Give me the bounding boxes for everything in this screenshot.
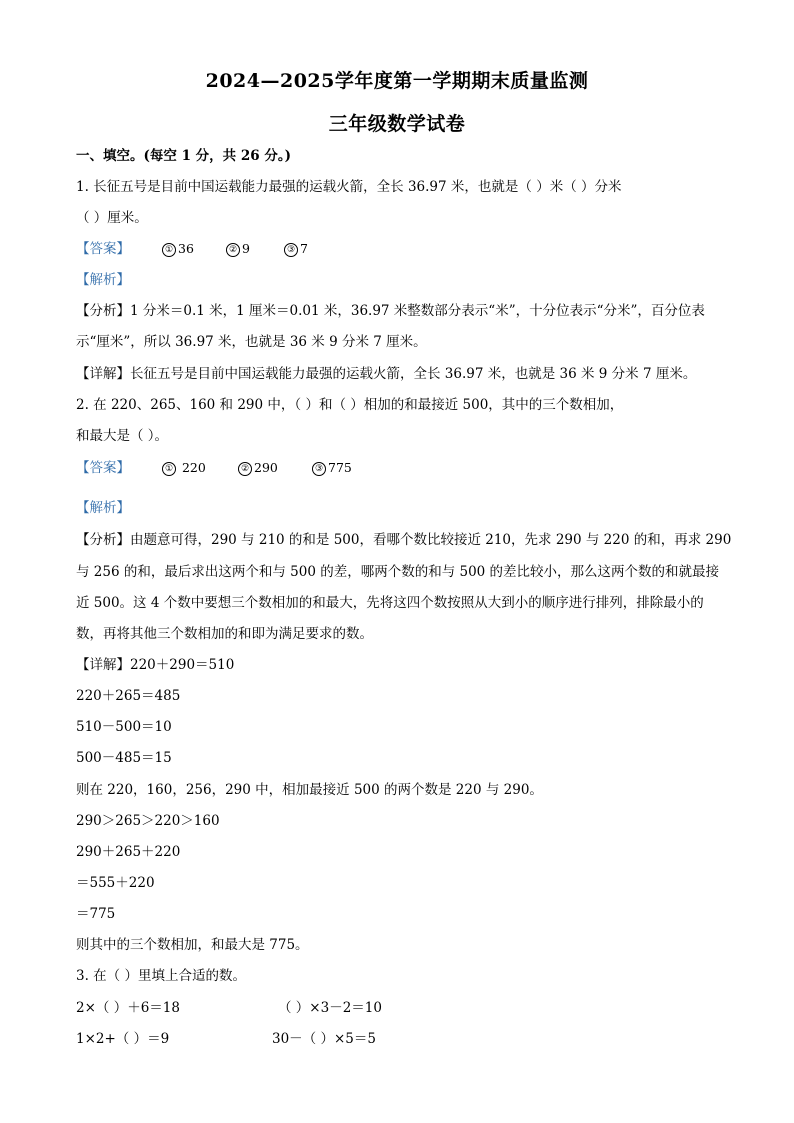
q2-text-line2: 和最大是（ ）。 — [76, 428, 169, 444]
q2-answer-1: ① 220 — [162, 458, 206, 478]
q2-step-1: 220＋265＝485 — [76, 688, 181, 704]
q2-fenxi-line4: 数，再将其他三个数相加的和即为满足要求的数。 — [76, 626, 373, 642]
q2-fenxi-line3: 近 500。这 4 个数中要想三个数相加的和最大，先将这四个数按照从大到小的顺序进行排列，排除最小的 — [76, 595, 704, 611]
q2-step-9: 则其中的三个数相加，和最大是 775。 — [76, 937, 309, 953]
section-heading: 一、填空。(每空 1 分，共 26 分。) — [76, 148, 292, 164]
q1-text-line2: （ ）厘米。 — [76, 210, 148, 226]
q2-text-line1: 2. 在 220、265、160 和 290 中，（ ）和（ ）相加的和最接近 500，其中的三个数相加， — [76, 397, 624, 413]
q2-step-6: 290＋265＋220 — [76, 844, 181, 860]
q1-analysis-tag: 【解析】 — [76, 272, 130, 288]
circled-number-3: ③ — [284, 243, 298, 257]
q2-fenxi-line2: 与 256 的和，最后求出这两个和与 500 的差，哪两个数的和与 500 的差比较小，那么这两个数的和就最接 — [76, 564, 720, 580]
q3-item-1: 2×（ ）＋6＝18 — [76, 1000, 180, 1016]
q1-xiangjie: 【详解】长征五号是目前中国运载能力最强的运载火箭，全长 36.97 米，也就是 36 米 9 分米 7 厘米。 — [76, 366, 697, 382]
q2-step-7: ＝555＋220 — [76, 875, 155, 891]
q1-answer-tag: 【答案】 — [76, 241, 130, 257]
exam-subtitle: 三年级数学试卷 — [328, 113, 466, 135]
q1-answer-3: ③ 7 — [284, 239, 308, 259]
q2-answer-3: ③ 775 — [312, 458, 352, 478]
circled-number-2: ② — [226, 243, 240, 257]
q2-step-4: 则在 220，160，256，290 中，相加最接近 500 的两个数是 220 与 290。 — [76, 782, 543, 798]
q3-item-2: （ ）×3－2＝10 — [278, 1000, 382, 1016]
q2-xiangjie: 【详解】220＋290＝510 — [76, 657, 235, 673]
q1-fenxi-line2: 示“厘米”，所以 36.97 米，也就是 36 米 9 分米 7 厘米。 — [76, 334, 427, 350]
circled-number-1: ① — [162, 243, 176, 257]
q3-item-4: 30－（ ）×5＝5 — [272, 1031, 376, 1047]
q3-item-3: 1×2+（ ）＝9 — [76, 1031, 170, 1047]
q1-answer-1: ① 36 — [162, 239, 194, 259]
circled-number-2: ② — [238, 462, 252, 476]
q2-step-3: 500－485＝15 — [76, 750, 172, 766]
q2-step-5: 290＞265＞220＞160 — [76, 813, 220, 829]
circled-number-3: ③ — [312, 462, 326, 476]
q2-analysis-tag: 【解析】 — [76, 500, 130, 516]
q1-fenxi-line1: 【分析】1 分米＝0.1 米，1 厘米＝0.01 米，36.97 米整数部分表示“米”，十分位表示“分米”，百分位表 — [76, 303, 705, 319]
q2-step-2: 510－500＝10 — [76, 719, 172, 735]
q2-step-8: ＝775 — [76, 906, 116, 922]
q2-answer-tag: 【答案】 — [76, 460, 130, 476]
q2-fenxi-line1: 【分析】由题意可得，290 与 210 的和是 500，看哪个数比较接近 210，先求 290 与 220 的和，再求 290 — [76, 532, 732, 548]
q1-text-line1: 1. 长征五号是目前中国运载能力最强的运载火箭，全长 36.97 米，也就是（ ）米（ ）分米 — [76, 179, 622, 195]
q1-answer-2: ② 9 — [226, 239, 250, 259]
circled-number-1: ① — [162, 462, 176, 476]
q3-text: 3. 在（ ）里填上合适的数。 — [76, 968, 246, 984]
q2-answer-2: ② 290 — [238, 458, 278, 478]
exam-title: 2024—2025学年度第一学期期末质量监测 — [205, 70, 589, 92]
